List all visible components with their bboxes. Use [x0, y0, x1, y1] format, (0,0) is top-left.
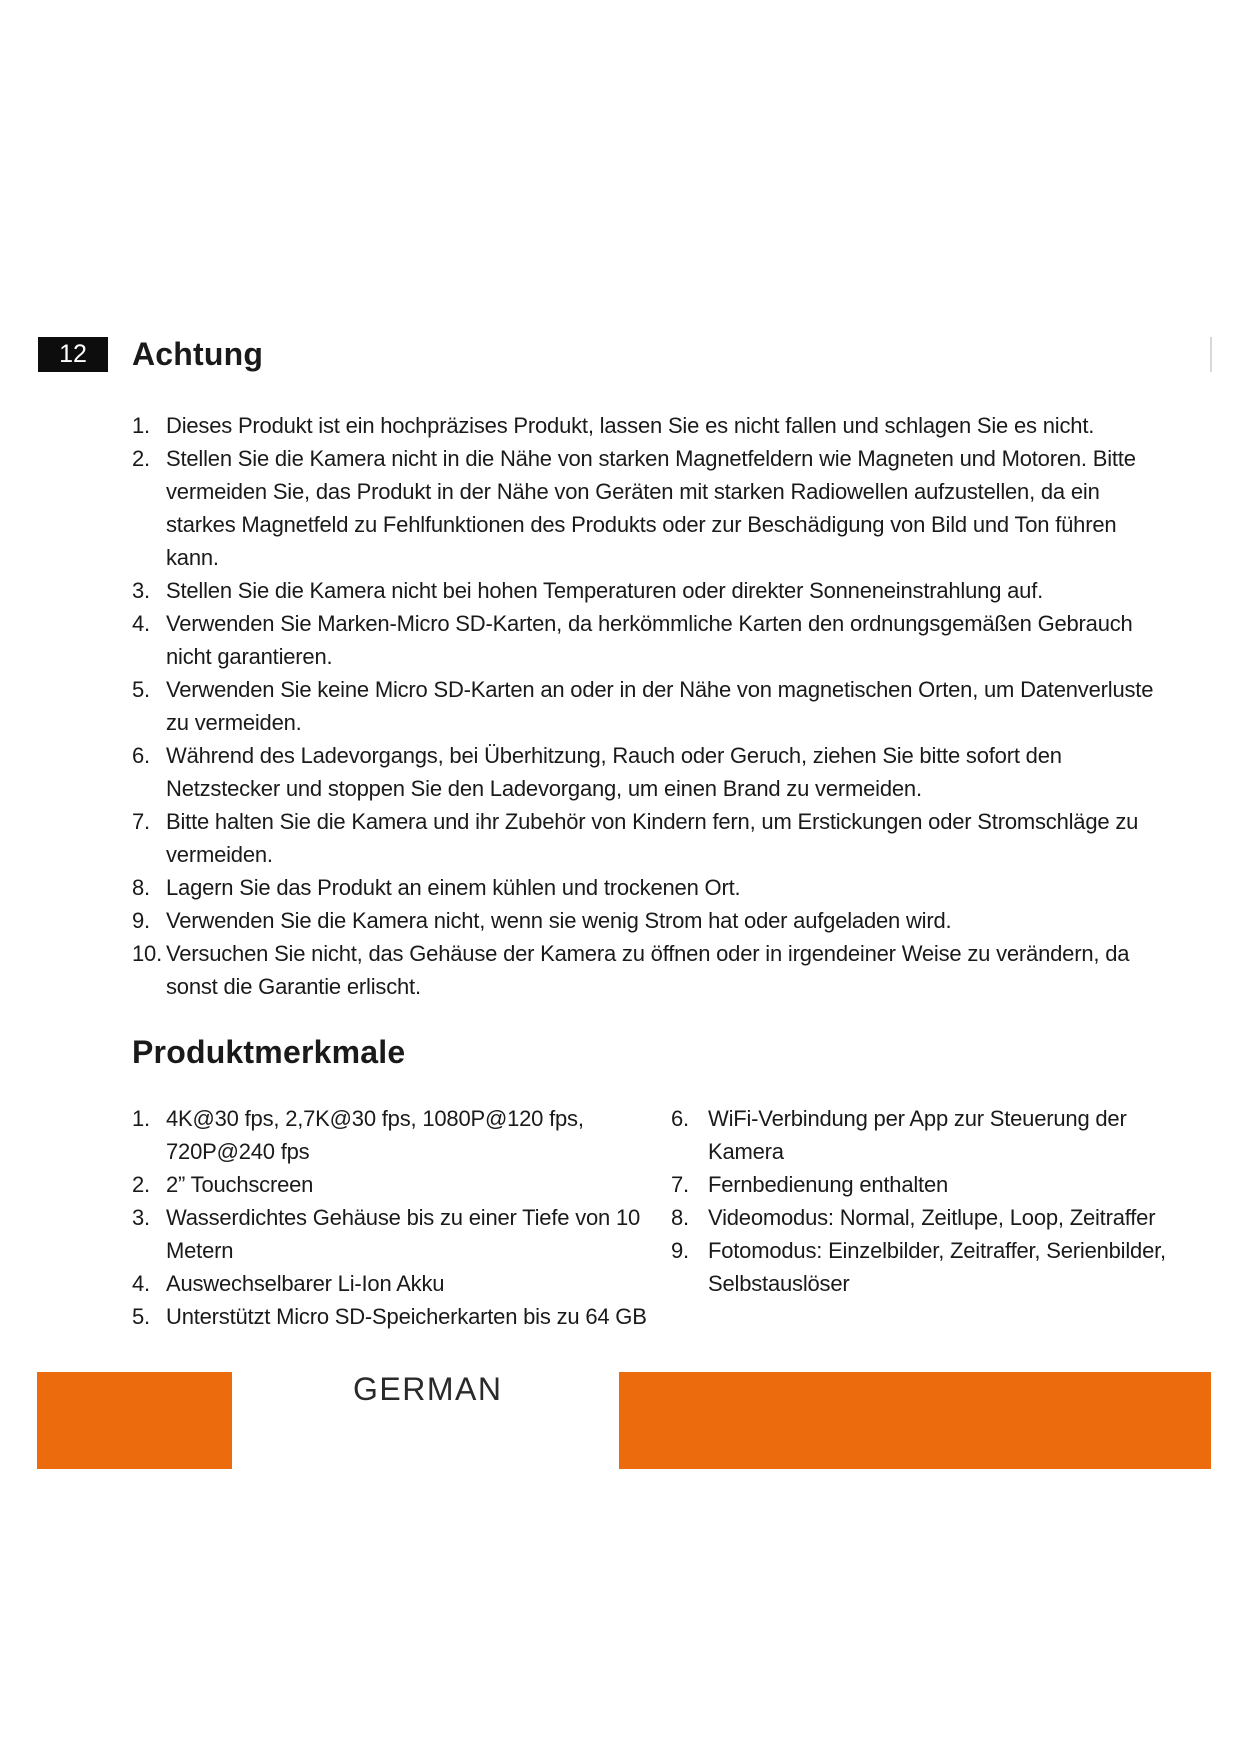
list-item [132, 673, 1172, 739]
list-item [132, 1267, 652, 1300]
list-item-text: Fotomodus: Einzelbilder, Zeitraffer, Serienbilder, Selbstauslöser [708, 1238, 1166, 1296]
list-item-number: 7. [671, 1172, 689, 1197]
list-item-number: 9. [132, 908, 150, 933]
list-item-number: 3. [132, 1205, 150, 1230]
list-item [132, 409, 1172, 442]
list-item-number: 2. [132, 446, 150, 471]
list-item-number: 3. [132, 578, 150, 603]
list-item [132, 1201, 652, 1267]
section-title-produktmerkmale: Produktmerkmale [132, 1034, 406, 1070]
list-item-text: Auswechselbarer Li-Ion Akku [166, 1271, 445, 1296]
list-item [132, 937, 1172, 1003]
list-item-text: Dieses Produkt ist ein hochpräzises Produkt, lassen Sie es nicht fallen und schlagen Sie es nicht. [166, 413, 1095, 438]
list-item-text: Verwenden Sie die Kamera nicht, wenn sie wenig Strom hat oder aufgeladen wird. [166, 908, 952, 933]
list-item [132, 607, 1172, 673]
list-item [132, 1102, 652, 1168]
footer-accent-bar-right [619, 1372, 1211, 1469]
list-item [132, 904, 1172, 937]
list-item-number: 8. [132, 875, 150, 900]
list-item-text: WiFi-Verbindung per App zur Steuerung der Kamera [708, 1106, 1127, 1164]
list-item [132, 1168, 652, 1201]
page-number-badge: 12 [38, 337, 108, 372]
list-item-text: Bitte halten Sie die Kamera und ihr Zubehör von Kindern fern, um Erstickungen oder Stromschläge zu vermeiden. [166, 809, 1139, 867]
footer-accent-bar-left [37, 1372, 232, 1469]
list-item-number: 7. [132, 809, 150, 834]
section-title-achtung: Achtung [132, 336, 264, 372]
list-item-text: Videomodus: Normal, Zeitlupe, Loop, Zeitraffer [708, 1205, 1156, 1230]
list-item [132, 574, 1172, 607]
list-item-number: 6. [671, 1106, 689, 1131]
list-item-text: Verwenden Sie keine Micro SD-Karten an oder in der Nähe von magnetischen Orten, um Datenverluste zu vermeiden. [166, 677, 1154, 735]
list-item-number: 1. [132, 413, 150, 438]
features-list-right [671, 1102, 1191, 1300]
list-item [671, 1234, 1191, 1300]
list-item-text: Stellen Sie die Kamera nicht in die Nähe von starken Magnetfeldern wie Magneten und Motoren. Bitte vermeiden Sie, das Produkt in der Nähe von Geräten mit starken Radiowellen aufzustellen, da ein starkes Magnetfeld zu Fehlfunktionen des Produkts oder zur Beschädigung von Bild und Ton führen kann. [166, 446, 1136, 570]
list-item [132, 1300, 652, 1333]
list-item-number: 1. [132, 1106, 150, 1131]
list-item [671, 1201, 1191, 1234]
language-label: GERMAN [353, 1371, 503, 1407]
list-item [671, 1102, 1191, 1168]
list-item [132, 442, 1172, 574]
list-item-number: 6. [132, 743, 150, 768]
list-item-text: Lagern Sie das Produkt an einem kühlen und trockenen Ort. [166, 875, 741, 900]
list-item-text: Wasserdichtes Gehäuse bis zu einer Tiefe von 10 Metern [166, 1205, 641, 1263]
list-item [132, 871, 1172, 904]
list-item-text: Während des Ladevorgangs, bei Überhitzung, Rauch oder Geruch, ziehen Sie bitte sofort den Netzstecker und stoppen Sie den Ladevorgang, um einen Brand zu vermeiden. [166, 743, 1062, 801]
list-item-number: 5. [132, 677, 150, 702]
list-item-number: 10. [132, 941, 162, 966]
list-item-number: 4. [132, 1271, 150, 1296]
features-list-left [132, 1102, 652, 1333]
achtung-list [132, 409, 1172, 1003]
list-item-text: 2” Touchscreen [166, 1172, 314, 1197]
list-item-number: 9. [671, 1238, 689, 1263]
list-item-number: 5. [132, 1304, 150, 1329]
list-item [132, 739, 1172, 805]
list-item [671, 1168, 1191, 1201]
list-item-text: Unterstützt Micro SD-Speicherkarten bis zu 64 GB [166, 1304, 647, 1329]
list-item-text: 4K@30 fps, 2,7K@30 fps, 1080P@120 fps, 720P@240 fps [166, 1106, 584, 1164]
list-item-text: Versuchen Sie nicht, das Gehäuse der Kamera zu öffnen oder in irgendeiner Weise zu verändern, da sonst die Garantie erlischt. [166, 941, 1130, 999]
list-item-text: Stellen Sie die Kamera nicht bei hohen Temperaturen oder direkter Sonneneinstrahlung auf. [166, 578, 1044, 603]
header-divider [1210, 337, 1212, 372]
list-item-text: Fernbedienung enthalten [708, 1172, 949, 1197]
list-item-number: 8. [671, 1205, 689, 1230]
list-item-number: 2. [132, 1172, 150, 1197]
list-item [132, 805, 1172, 871]
list-item-text: Verwenden Sie Marken-Micro SD-Karten, da herkömmliche Karten den ordnungsgemäßen Gebrauch nicht garantieren. [166, 611, 1133, 669]
list-item-number: 4. [132, 611, 150, 636]
